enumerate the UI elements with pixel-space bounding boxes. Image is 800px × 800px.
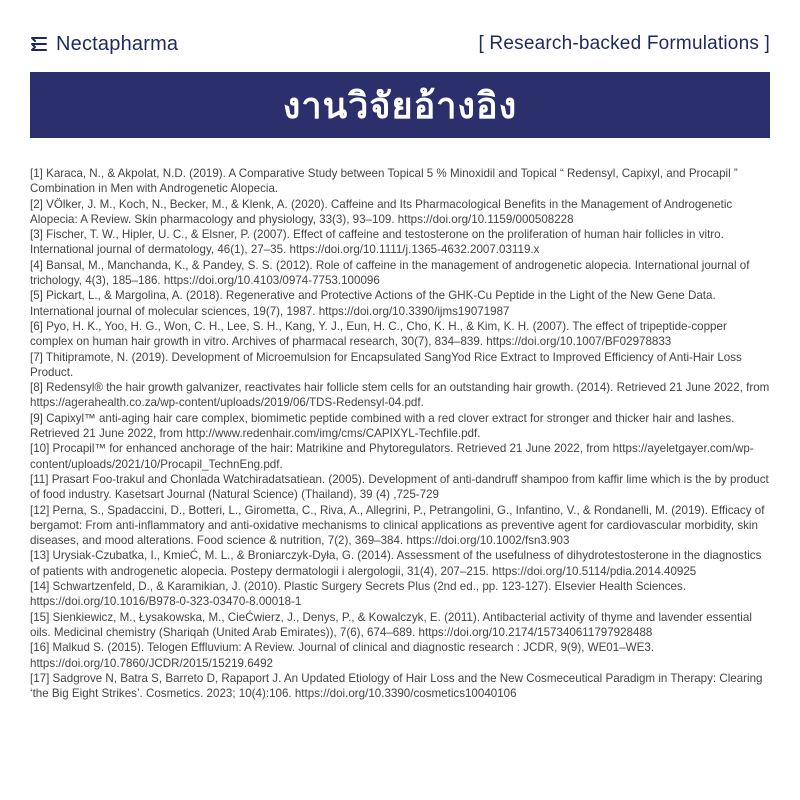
reference-item: [3] Fischer, T. W., Hipler, U. C., & Elsner, P. (2007). Effect of caffeine and testosterone on the proliferation of human hair follicles in vitro. International journal of dermatology, 46(1), 27–35. https://doi.org/10.1111/j.1365-4632.2007.03119.x xyxy=(30,228,724,257)
reference-item: [5] Pickart, L., & Margolina, A. (2018). Regenerative and Protective Actions of the GHK-Cu Peptide in the Light of the New Gene Data. International journal of molecular sciences, 19(7), 1987. https://doi.org/10.3390/ijms19071987 xyxy=(30,289,716,318)
title-banner xyxy=(30,72,770,138)
reference-item: [14] Schwartzenfeld, D., & Karamikian, J. (2010). Plastic Surgery Secrets Plus (2nd ed., pp. 123-127). Elsevier Health Sciences. https://doi.org/10.1016/B978-0-323-03470-8.00018-1 xyxy=(30,580,686,609)
reference-item: [7] Thitipramote, N. (2019). Development of Microemulsion for Encapsulated SangYod Rice Extract to Improved Efficiency of Anti-Hair Loss Product. xyxy=(30,350,742,379)
page-title: งานวิจัยอ้างอิง xyxy=(282,85,518,127)
reference-list xyxy=(30,166,772,701)
reference-item: [11] Prasart Foo-trakul and Chonlada Watchiradatsatiean. (2005). Development of anti-dandruff shampoo from kaffir lime which is the by product of food industry. Kasetsart Journal (Natural Science) (Thailand), 39 (4) ,725-729 xyxy=(30,472,769,502)
reference-item: [13] Urysiak-Czubatka, I., KmieĆ, M. L., & Broniarczyk-Dyła, G. (2014). Assessment of the usefulness of dihydrotestosterone in the diagnostics of patients with androgenetic alopecia. Postepy dermatologii i alergologii, 31(4), 207–215. https://doi.org/10.5114/pdia.2014.40925 xyxy=(30,549,762,578)
brand-name: Nectapharma xyxy=(56,32,179,55)
reference-item: [8] Redensyl® the hair growth galvanizer, reactivates hair follicle stem cells for an outstanding hair growth. (2014). Retrieved 21 June 2022, from https://agerahealth.co.za/wp-content/uploads/2019/06/TDS-Redensyl-04.pdf. xyxy=(30,381,770,410)
tagline: [ Research-backed Formulations ] xyxy=(478,33,770,54)
reference-item: [2] VÖlker, J. M., Koch, N., Becker, M., & Klenk, A. (2020). Caffeine and Its Pharmacological Benefits in the Management of Androgenetic Alopecia: A Review. Skin pharmacology and physiology, 33(3), 93–109. https://doi.org/10.1159/000508228 xyxy=(30,197,733,226)
reference-item: [16] Malkud S. (2015). Telogen Effluvium: A Review. Journal of clinical and diagnostic research : JCDR, 9(9), WE01–WE3. https://doi.org/10.7860/JCDR/2015/15219.6492 xyxy=(30,641,654,670)
nectapharma-logo-icon xyxy=(30,35,48,53)
reference-item: [6] Pyo, H. K., Yoo, H. G., Won, C. H., Lee, S. H., Kang, Y. J., Eun, H. C., Cho, K. H., & Kim, K. H. (2007). The effect of tripeptide-copper complex on human hair growth in vitro. Archives of pharmacal research, 30(7), 834–839. https://doi.org/10.1007/BF02978833 xyxy=(30,319,727,349)
reference-item: [10] Procapil™ for enhanced anchorage of the hair: Matrikine and Phytoregulators. Retrieved 21 June 2022, from https://ayeletgayer.com/wp-content/uploads/2021/10/Procapil_TechnEng.pdf. xyxy=(30,442,754,471)
reference-item: [9] Capixyl™ anti-aging hair care complex, biomimetic peptide combined with a red clover extract for stronger and thicker hair and lashes. Retrieved 21 June 2022, from http://www.redenhair.com/img/cms/CAPIXYL-Techfile.pdf. xyxy=(30,411,735,441)
reference-item: [15] Sienkiewicz, M., Łysakowska, M., CieĆwierz, J., Denys, P., & Kowalczyk, E. (2011). Antibacterial activity of thyme and lavender essential oils. Medicinal chemistry (Shariqah (United Arab Emirates)), 7(6), 674–689. https://doi.org/10.2174/157340611797928488 xyxy=(30,610,752,639)
reference-item: [1] Karaca, N., & Akpolat, N.D. (2019). A Comparative Study between Topical 5 % Minoxidil and Topical “ Redensyl, Capixyl, and Procapil ” Combination in Men with Androgenetic Alopecia. xyxy=(30,167,738,196)
header xyxy=(30,26,770,62)
brand xyxy=(30,33,178,56)
reference-item: [4] Bansal, M., Manchanda, K., & Pandey, S. S. (2012). Role of caffeine in the management of androgenetic alopecia. International journal of trichology, 4(3), 185–186. https://doi.org/10.4103/0974-7753.100096 xyxy=(30,258,750,288)
reference-item: [17] Sadgrove N, Batra S, Barreto D, Rapaport J. An Updated Etiology of Hair Loss and the New Cosmeceutical Paradigm in Therapy: Clearing ‘the Big Eight Strikes’. Cosmetics. 2023; 10(4):106. https://doi.org/10.3390/cosmetics10040106 xyxy=(30,671,763,701)
reference-item: [12] Perna, S., Spadaccini, D., Botteri, L., Girometta, C., Riva, A., Allegrini, P., Petrangolini, G., Infantino, V., & Rondanelli, M. (2019). Efficacy of bergamot: From anti-inflammatory and anti-oxidative mechanisms to clinical applications as preventive agent for cardiovascular morbidity, skin diseases, and mood alterations. Food science & nutrition, 7(2), 369–384. https://doi.org/10.1002/fsn3.903 xyxy=(30,503,765,548)
